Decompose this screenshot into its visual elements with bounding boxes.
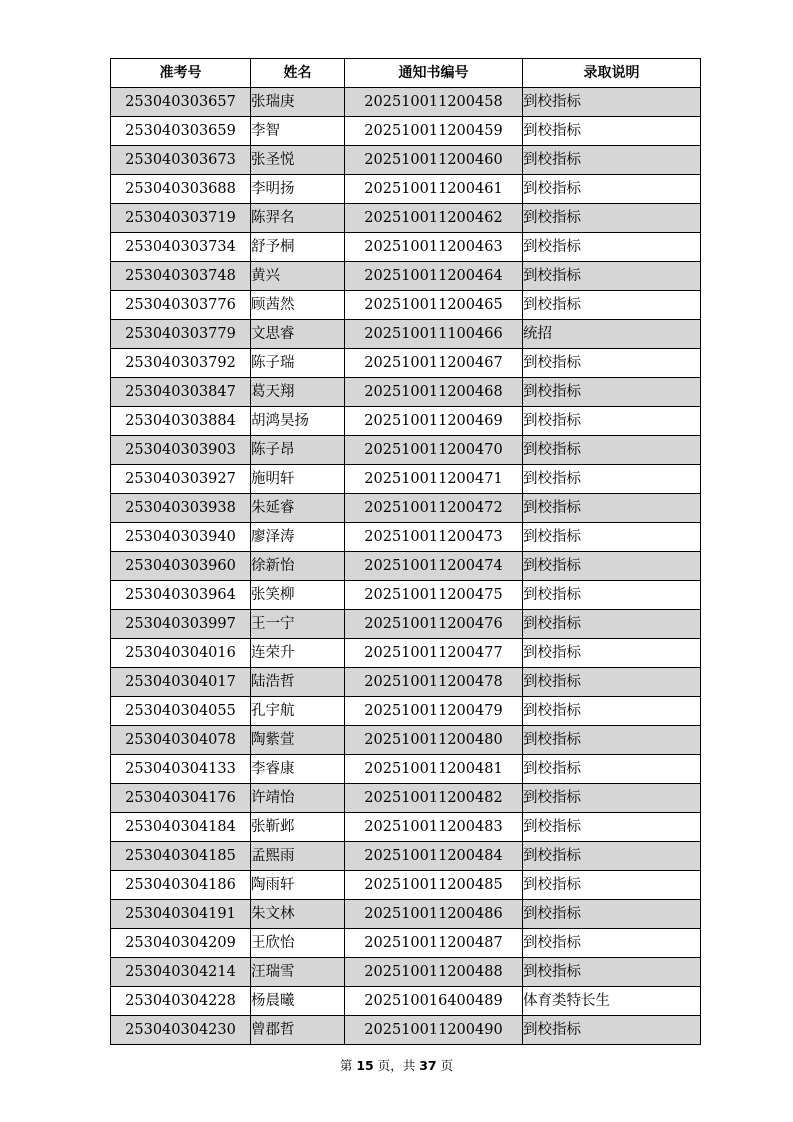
cell-admission-note: 到校指标: [523, 523, 701, 552]
cell-notice-number: 202510016400489: [345, 987, 523, 1016]
table-row: [111, 581, 701, 610]
table-row: [111, 668, 701, 697]
cell-exam-number: 253040303960: [111, 552, 251, 581]
cell-exam-number: 253040304017: [111, 668, 251, 697]
table-row: [111, 262, 701, 291]
cell-notice-number: 202510011200487: [345, 929, 523, 958]
cell-name: 朱文林: [251, 900, 345, 929]
cell-notice-number: 202510011200467: [345, 349, 523, 378]
table-row: [111, 755, 701, 784]
table-row: [111, 552, 701, 581]
header-name: 姓名: [251, 59, 345, 88]
cell-name: 李智: [251, 117, 345, 146]
cell-exam-number: 253040304186: [111, 871, 251, 900]
table-row: [111, 146, 701, 175]
cell-admission-note: 到校指标: [523, 726, 701, 755]
cell-name: 杨晨曦: [251, 987, 345, 1016]
table-row: [111, 175, 701, 204]
cell-exam-number: 253040303938: [111, 494, 251, 523]
cell-exam-number: 253040304214: [111, 958, 251, 987]
cell-notice-number: 202510011200486: [345, 900, 523, 929]
cell-notice-number: 202510011200481: [345, 755, 523, 784]
cell-exam-number: 253040303776: [111, 291, 251, 320]
table-row: [111, 726, 701, 755]
admission-table: [110, 58, 701, 1045]
cell-admission-note: 到校指标: [523, 88, 701, 117]
cell-admission-note: 到校指标: [523, 117, 701, 146]
cell-admission-note: 到校指标: [523, 204, 701, 233]
cell-name: 葛天翔: [251, 378, 345, 407]
cell-name: 张瑞庚: [251, 88, 345, 117]
cell-name: 连荣升: [251, 639, 345, 668]
cell-notice-number: 202510011200482: [345, 784, 523, 813]
cell-admission-note: 到校指标: [523, 610, 701, 639]
cell-notice-number: 202510011200477: [345, 639, 523, 668]
header-row: [111, 59, 701, 88]
cell-admission-note: 到校指标: [523, 407, 701, 436]
cell-notice-number: 202510011200472: [345, 494, 523, 523]
cell-name: 张靳邺: [251, 813, 345, 842]
cell-admission-note: 到校指标: [523, 552, 701, 581]
cell-name: 孟熙雨: [251, 842, 345, 871]
table-row: [111, 639, 701, 668]
cell-exam-number: 253040303779: [111, 320, 251, 349]
cell-notice-number: 202510011200471: [345, 465, 523, 494]
table-row: [111, 494, 701, 523]
cell-notice-number: 202510011200458: [345, 88, 523, 117]
cell-notice-number: 202510011200480: [345, 726, 523, 755]
cell-exam-number: 253040304055: [111, 697, 251, 726]
table-row: [111, 291, 701, 320]
cell-notice-number: 202510011200468: [345, 378, 523, 407]
table-row: [111, 987, 701, 1016]
table-row: [111, 900, 701, 929]
cell-admission-note: 到校指标: [523, 871, 701, 900]
cell-name: 张圣悦: [251, 146, 345, 175]
table-row: [111, 784, 701, 813]
page-footer: [0, 1056, 793, 1074]
cell-exam-number: 253040303847: [111, 378, 251, 407]
table-row: [111, 117, 701, 146]
cell-admission-note: 到校指标: [523, 291, 701, 320]
table-row: [111, 378, 701, 407]
table-row: [111, 233, 701, 262]
cell-name: 汪瑞雪: [251, 958, 345, 987]
cell-notice-number: 202510011200479: [345, 697, 523, 726]
table-body: [111, 88, 701, 1045]
cell-admission-note: 到校指标: [523, 146, 701, 175]
cell-notice-number: 202510011200475: [345, 581, 523, 610]
header-notice-number: 通知书编号: [345, 59, 523, 88]
table-row: [111, 929, 701, 958]
cell-name: 黄兴: [251, 262, 345, 291]
table-row: [111, 1016, 701, 1045]
cell-name: 陈子昂: [251, 436, 345, 465]
cell-exam-number: 253040303792: [111, 349, 251, 378]
footer-prefix: 第: [339, 1058, 353, 1073]
cell-name: 陈羿名: [251, 204, 345, 233]
cell-admission-note: 到校指标: [523, 465, 701, 494]
cell-notice-number: 202510011200484: [345, 842, 523, 871]
cell-admission-note: 到校指标: [523, 1016, 701, 1045]
cell-notice-number: 202510011200473: [345, 523, 523, 552]
cell-notice-number: 202510011200460: [345, 146, 523, 175]
cell-notice-number: 202510011200464: [345, 262, 523, 291]
cell-exam-number: 253040303659: [111, 117, 251, 146]
cell-notice-number: 202510011200462: [345, 204, 523, 233]
cell-name: 廖泽涛: [251, 523, 345, 552]
table-row: [111, 813, 701, 842]
table-row: [111, 407, 701, 436]
cell-exam-number: 253040304184: [111, 813, 251, 842]
cell-exam-number: 253040303997: [111, 610, 251, 639]
header-admission-note: 录取说明: [523, 59, 701, 88]
cell-admission-note: 到校指标: [523, 639, 701, 668]
cell-exam-number: 253040303734: [111, 233, 251, 262]
cell-exam-number: 253040303964: [111, 581, 251, 610]
table-row: [111, 465, 701, 494]
cell-name: 胡鸿昊扬: [251, 407, 345, 436]
cell-notice-number: 202510011200485: [345, 871, 523, 900]
cell-exam-number: 253040304078: [111, 726, 251, 755]
cell-notice-number: 202510011200474: [345, 552, 523, 581]
cell-exam-number: 253040303673: [111, 146, 251, 175]
cell-admission-note: 到校指标: [523, 697, 701, 726]
cell-admission-note: 到校指标: [523, 581, 701, 610]
cell-name: 舒予桐: [251, 233, 345, 262]
table-row: [111, 842, 701, 871]
cell-exam-number: 253040303688: [111, 175, 251, 204]
cell-admission-note: 到校指标: [523, 668, 701, 697]
cell-admission-note: 到校指标: [523, 378, 701, 407]
cell-notice-number: 202510011200470: [345, 436, 523, 465]
footer-middle: 页，共: [377, 1058, 416, 1073]
cell-exam-number: 253040304209: [111, 929, 251, 958]
cell-exam-number: 253040304228: [111, 987, 251, 1016]
footer-suffix: 页: [440, 1058, 454, 1073]
table-row: [111, 610, 701, 639]
cell-notice-number: 202510011200483: [345, 813, 523, 842]
cell-admission-note: 到校指标: [523, 784, 701, 813]
cell-name: 王一宁: [251, 610, 345, 639]
cell-name: 朱延睿: [251, 494, 345, 523]
cell-admission-note: 到校指标: [523, 755, 701, 784]
cell-admission-note: 到校指标: [523, 175, 701, 204]
cell-name: 陶雨轩: [251, 871, 345, 900]
cell-exam-number: 253040303903: [111, 436, 251, 465]
table-header: [111, 59, 701, 88]
table-row: [111, 349, 701, 378]
cell-name: 顾茜然: [251, 291, 345, 320]
cell-exam-number: 253040304133: [111, 755, 251, 784]
footer-page-number: 15: [356, 1058, 374, 1073]
cell-name: 施明轩: [251, 465, 345, 494]
table-row: [111, 523, 701, 552]
cell-notice-number: 202510011200490: [345, 1016, 523, 1045]
cell-admission-note: 到校指标: [523, 436, 701, 465]
cell-admission-note: 到校指标: [523, 494, 701, 523]
cell-name: 陆浩哲: [251, 668, 345, 697]
footer-total-pages: 37: [419, 1058, 437, 1073]
cell-exam-number: 253040304185: [111, 842, 251, 871]
cell-admission-note: 到校指标: [523, 958, 701, 987]
cell-name: 许靖怡: [251, 784, 345, 813]
cell-notice-number: 202510011200461: [345, 175, 523, 204]
cell-admission-note: 到校指标: [523, 349, 701, 378]
cell-exam-number: 253040303927: [111, 465, 251, 494]
cell-admission-note: 到校指标: [523, 842, 701, 871]
cell-name: 陈子瑞: [251, 349, 345, 378]
cell-name: 陶紫萱: [251, 726, 345, 755]
cell-exam-number: 253040303657: [111, 88, 251, 117]
cell-exam-number: 253040303940: [111, 523, 251, 552]
cell-exam-number: 253040304176: [111, 784, 251, 813]
cell-admission-note: 到校指标: [523, 900, 701, 929]
cell-notice-number: 202510011200488: [345, 958, 523, 987]
cell-name: 王欣怡: [251, 929, 345, 958]
table-row: [111, 436, 701, 465]
cell-exam-number: 253040303884: [111, 407, 251, 436]
cell-exam-number: 253040303748: [111, 262, 251, 291]
cell-notice-number: 202510011200465: [345, 291, 523, 320]
cell-name: 李睿康: [251, 755, 345, 784]
cell-name: 李明扬: [251, 175, 345, 204]
cell-admission-note: 体育类特长生: [523, 987, 701, 1016]
cell-exam-number: 253040303719: [111, 204, 251, 233]
cell-admission-note: 到校指标: [523, 262, 701, 291]
cell-notice-number: 202510011200478: [345, 668, 523, 697]
cell-admission-note: 到校指标: [523, 929, 701, 958]
cell-notice-number: 202510011200476: [345, 610, 523, 639]
cell-name: 孔宇航: [251, 697, 345, 726]
cell-notice-number: 202510011200463: [345, 233, 523, 262]
cell-notice-number: 202510011200469: [345, 407, 523, 436]
cell-admission-note: 到校指标: [523, 233, 701, 262]
cell-exam-number: 253040304016: [111, 639, 251, 668]
table-row: [111, 697, 701, 726]
table-row: [111, 320, 701, 349]
table-row: [111, 204, 701, 233]
cell-notice-number: 202510011100466: [345, 320, 523, 349]
table-row: [111, 88, 701, 117]
cell-admission-note: 到校指标: [523, 813, 701, 842]
cell-notice-number: 202510011200459: [345, 117, 523, 146]
table-row: [111, 871, 701, 900]
cell-name: 张笑柳: [251, 581, 345, 610]
cell-name: 徐新怡: [251, 552, 345, 581]
table-row: [111, 958, 701, 987]
cell-name: 曾郡哲: [251, 1016, 345, 1045]
cell-exam-number: 253040304191: [111, 900, 251, 929]
cell-name: 文思睿: [251, 320, 345, 349]
cell-admission-note: 统招: [523, 320, 701, 349]
header-exam-number: 准考号: [111, 59, 251, 88]
cell-exam-number: 253040304230: [111, 1016, 251, 1045]
